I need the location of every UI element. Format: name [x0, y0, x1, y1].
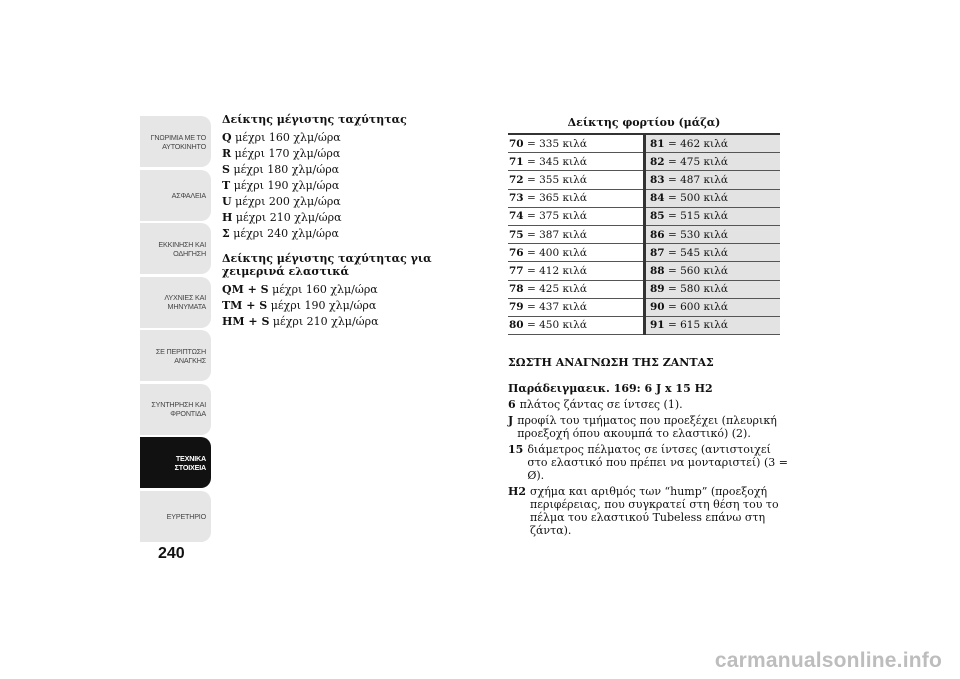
load-cell-right: 82 = 475 κιλά	[645, 153, 781, 171]
speed-row	[222, 210, 492, 226]
load-cell-right: 81 = 462 κιλά	[645, 134, 781, 153]
load-cell-right: 88 = 560 κιλά	[645, 262, 781, 280]
speed-row	[222, 162, 492, 178]
speed-index-title: Δείκτης μέγιστης ταχύτητας	[222, 113, 407, 126]
table-row	[508, 298, 780, 316]
load-cell-left: 77 = 412 κιλά	[508, 262, 645, 280]
table-row	[508, 225, 780, 243]
winter-text: μέχρι 190 χλμ/ώρα	[270, 299, 377, 312]
rim-text: πλάτος ζάντας σε ίντσες (1).	[519, 398, 683, 411]
speed-text: μέχρι 240 χλμ/ώρα	[233, 227, 339, 240]
table-row	[508, 134, 780, 153]
winter-row	[222, 282, 492, 298]
load-index-table	[508, 133, 780, 335]
winter-row	[222, 298, 492, 314]
rim-reading-title: ΣΩΣΤΗ ΑΝΑΓΝΩΣΗ ΤΗΣ ΖΑΝΤΑΣ	[508, 356, 714, 369]
load-cell-right: 87 = 545 κιλά	[645, 244, 781, 262]
tab-maintenance[interactable]: ΣΥΝΤΗΡΗΣΗ ΚΑΙ ΦΡΟΝΤΙΔΑ	[140, 384, 211, 435]
rim-text: προφίλ του τμήματος που προεξέχει (πλευρική προεξοχή όπου ακουμπά το ελαστικό) (2).	[517, 414, 777, 440]
load-cell-left: 72 = 355 κιλά	[508, 171, 645, 189]
tab-warning-lights[interactable]: ΛΥΧΝΙΕΣ ΚΑΙ ΜΗΝΥΜΑΤΑ	[140, 277, 211, 328]
winter-row	[222, 314, 492, 330]
page-number: 240	[158, 545, 185, 562]
table-row	[508, 262, 780, 280]
speed-text: μέχρι 200 χλμ/ώρα	[235, 195, 341, 208]
load-cell-left: 79 = 437 κιλά	[508, 298, 645, 316]
sidebar-tabs	[140, 116, 211, 544]
speed-row	[222, 146, 492, 162]
load-cell-left: 76 = 400 κιλά	[508, 244, 645, 262]
rim-example: Παράδειγμαεικ. 169: 6 J x 15 H2	[508, 382, 713, 395]
load-cell-right: 83 = 487 κιλά	[645, 171, 781, 189]
load-cell-left: 78 = 425 κιλά	[508, 280, 645, 298]
rim-text: σχήμα και αριθμός των “hump” (προεξοχή περιφέρειας, που συγκρατεί στη θέση του το πέλμα του ελαστικού Tubeless επάνω στη ζάντα).	[530, 485, 779, 537]
table-row	[508, 207, 780, 225]
speed-code: S	[222, 163, 230, 176]
speed-code: U	[222, 195, 232, 208]
load-cell-right: 89 = 580 κιλά	[645, 280, 781, 298]
tab-index[interactable]: ΕΥΡΕΤΗΡΙΟ	[140, 491, 211, 542]
load-cell-left: 71 = 345 κιλά	[508, 153, 645, 171]
load-cell-right: 84 = 500 κιλά	[645, 189, 781, 207]
load-cell-left: 80 = 450 κιλά	[508, 316, 645, 334]
rim-key: 6	[508, 398, 516, 411]
load-cell-right: 91 = 615 κιλά	[645, 316, 781, 334]
table-row	[508, 280, 780, 298]
winter-text: μέχρι 160 χλμ/ώρα	[272, 283, 378, 296]
rim-key: H2	[508, 485, 527, 498]
rim-definition	[508, 414, 788, 440]
load-cell-right: 86 = 530 κιλά	[645, 225, 781, 243]
load-cell-left: 73 = 365 κιλά	[508, 189, 645, 207]
load-cell-left: 70 = 335 κιλά	[508, 134, 645, 153]
table-row	[508, 316, 780, 334]
tab-safety[interactable]: ΑΣΦΑΛΕΙΑ	[140, 170, 211, 221]
tab-getting-to-know[interactable]: ΓΝΩΡΙΜΙΑ ΜΕ ΤΟ ΑΥΤΟΚΙΝΗΤΟ	[140, 116, 211, 167]
speed-row	[222, 130, 492, 146]
tab-starting-driving[interactable]: ΕΚΚΙΝΗΣΗ ΚΑΙ ΟΔΗΓΗΣΗ	[140, 223, 211, 274]
rim-key: J	[508, 414, 514, 427]
speed-row	[222, 226, 492, 242]
winter-code: HM + S	[222, 315, 270, 328]
load-cell-left: 75 = 387 κιλά	[508, 225, 645, 243]
load-index-title: Δείκτης φορτίου (μάζα)	[567, 116, 721, 129]
speed-index-section	[222, 113, 492, 330]
speed-row	[222, 178, 492, 194]
table-row	[508, 153, 780, 171]
speed-text: μέχρι 160 χλμ/ώρα	[235, 131, 341, 144]
speed-code: H	[222, 211, 233, 224]
winter-code: TM + S	[222, 299, 268, 312]
speed-code: T	[222, 179, 231, 192]
speed-text: μέχρι 210 χλμ/ώρα	[235, 211, 342, 224]
rim-text: διάμετρος πέλματος σε ίντσες (αντιστοιχεί στο ελαστικό που πρέπει να μονταριστεί) (3 = Ø).	[527, 443, 788, 482]
table-row	[508, 244, 780, 262]
speed-row	[222, 194, 492, 210]
speed-code: R	[222, 147, 232, 160]
winter-index-title: Δείκτης μέγιστης ταχύτητας για χειμερινά ελαστικά	[222, 252, 432, 278]
tab-emergency[interactable]: ΣΕ ΠΕΡΙΠΤΩΣΗ ΑΝΑΓΚΗΣ	[140, 330, 211, 381]
table-row	[508, 189, 780, 207]
speed-text: μέχρι 190 χλμ/ώρα	[233, 179, 340, 192]
site-watermark: carmanualsonline.info	[714, 649, 942, 672]
rim-definition	[508, 443, 788, 482]
rim-definition	[508, 398, 788, 411]
speed-code: Σ	[222, 227, 230, 240]
speed-code: Q	[222, 131, 232, 144]
rim-definition	[508, 485, 788, 537]
rim-reading-section	[508, 356, 788, 540]
winter-code: QM + S	[222, 283, 269, 296]
tab-technical-data[interactable]: ΤΕΧΝΙΚΑ ΣΤΟΙΧΕΙΑ	[140, 437, 211, 488]
table-row	[508, 171, 780, 189]
speed-text: μέχρι 180 χλμ/ώρα	[233, 163, 340, 176]
load-cell-right: 85 = 515 κιλά	[645, 207, 781, 225]
winter-text: μέχρι 210 χλμ/ώρα	[272, 315, 379, 328]
load-cell-left: 74 = 375 κιλά	[508, 207, 645, 225]
load-cell-right: 90 = 600 κιλά	[645, 298, 781, 316]
rim-key: 15	[508, 443, 524, 456]
speed-text: μέχρι 170 χλμ/ώρα	[234, 147, 341, 160]
